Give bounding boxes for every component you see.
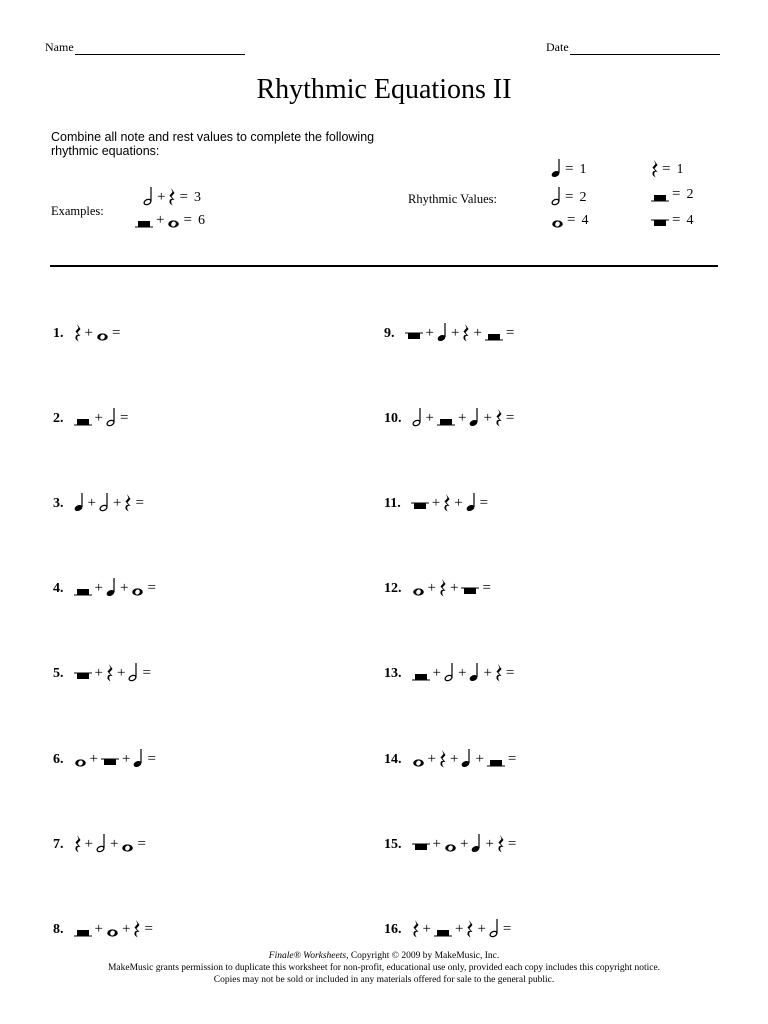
value-quarter-note (551, 158, 586, 178)
plus-sign: + (94, 410, 103, 426)
problem-3 (53, 490, 147, 512)
quarter-rest-icon (133, 918, 141, 938)
half-rest-icon (434, 926, 452, 938)
plus-sign: + (475, 751, 484, 767)
quarter-rest-icon (106, 662, 114, 682)
quarter-note-icon (133, 748, 144, 768)
problem-8 (53, 916, 156, 938)
section-divider (50, 265, 718, 267)
plus-sign: + (431, 495, 441, 511)
half-rest-icon (74, 585, 92, 597)
equals-sign: = (505, 410, 515, 426)
whole-note-icon (551, 217, 564, 229)
equals-sign: = (505, 325, 515, 341)
equals-sign: = (662, 161, 671, 177)
rhythmic-values-label: Rhythmic Values: (408, 192, 498, 206)
problem-7 (53, 831, 149, 853)
quarter-rest-icon (495, 662, 503, 682)
whole-note-icon (106, 926, 119, 938)
quarter-rest-icon (412, 918, 420, 938)
equals-sign: = (137, 836, 146, 852)
quarter-rest-icon (462, 322, 470, 342)
equals-sign: = (135, 495, 144, 511)
plus-sign: + (457, 665, 467, 681)
example-equation-1 (143, 186, 201, 206)
name-label: Name (45, 40, 74, 54)
equals-sign: = (144, 921, 153, 937)
half-note-icon (128, 662, 139, 682)
plus-sign: + (94, 665, 103, 681)
rhythmic-value: 1 (579, 162, 587, 177)
half-rest-icon (487, 756, 505, 768)
plus-sign: + (449, 580, 459, 596)
equals-sign: = (565, 189, 574, 205)
plus-sign: + (425, 410, 434, 426)
plus-sign: + (432, 665, 441, 681)
plus-sign: + (432, 836, 441, 852)
whole-note-icon (444, 841, 457, 853)
plus-sign: + (87, 495, 96, 511)
half-note-icon (96, 833, 107, 853)
equals-sign: = (179, 189, 188, 205)
quarter-rest-icon (497, 833, 505, 853)
date-field[interactable] (546, 40, 720, 55)
problem-16 (384, 916, 514, 938)
half-note-icon (106, 407, 117, 427)
plus-sign: + (112, 495, 122, 511)
problem-number: 3. (53, 496, 64, 511)
equals-sign: = (672, 186, 681, 202)
quarter-rest-icon (74, 833, 82, 853)
half-rest-icon (135, 217, 153, 229)
whole-rest-icon (461, 585, 479, 597)
problem-12 (384, 575, 494, 597)
equals-sign: = (119, 410, 129, 426)
equals-sign: = (505, 665, 515, 681)
quarter-rest-icon (443, 492, 451, 512)
rhythmic-value: 4 (686, 213, 694, 228)
problem-number: 6. (53, 752, 64, 767)
date-blank-line[interactable] (570, 42, 720, 55)
quarter-note-icon (471, 833, 482, 853)
equals-sign: = (147, 751, 156, 767)
name-field[interactable] (45, 40, 245, 55)
sale-restriction-line: Copies may not be sold or included in any materials offered for sale to the general public. (213, 975, 555, 985)
equals-sign: = (567, 212, 576, 228)
instructions-text: Combine all note and rest values to complete the following rhythmic equations: (51, 130, 375, 158)
plus-sign: + (459, 836, 469, 852)
problem-11 (384, 490, 491, 512)
whole-rest-icon (651, 217, 669, 229)
problem-number: 13. (384, 666, 402, 681)
plus-sign: + (156, 212, 165, 228)
whole-rest-icon (405, 330, 423, 342)
quarter-rest-icon (495, 407, 503, 427)
problem-1 (53, 320, 123, 342)
plus-sign: + (449, 751, 459, 767)
equals-sign: = (147, 580, 156, 596)
rhythmic-value: 4 (581, 213, 589, 228)
quarter-rest-icon (439, 748, 447, 768)
equals-sign: = (482, 580, 491, 596)
plus-sign: + (485, 836, 494, 852)
whole-rest-icon (412, 841, 430, 853)
equals-sign: = (183, 212, 192, 228)
plus-sign: + (427, 580, 436, 596)
value-quarter-rest (651, 158, 683, 178)
problem-number: 10. (384, 411, 402, 426)
plus-sign: + (473, 325, 482, 341)
half-note-icon (99, 492, 110, 512)
problem-6 (53, 746, 159, 768)
quarter-rest-icon (466, 918, 474, 938)
problem-number: 7. (53, 837, 64, 852)
quarter-note-icon (461, 748, 472, 768)
quarter-rest-icon (124, 492, 132, 512)
quarter-note-icon (551, 158, 562, 178)
problem-number: 5. (53, 666, 64, 681)
problem-number: 4. (53, 581, 64, 596)
problem-number: 12. (384, 581, 402, 596)
half-note-icon (143, 186, 154, 206)
quarter-note-icon (437, 322, 448, 342)
problem-15 (384, 831, 519, 853)
whole-rest-icon (411, 500, 429, 512)
example-result: 6 (197, 213, 205, 228)
permission-line: MakeMusic grants permission to duplicate this worksheet for non-profit, educational use only, provided each copy includes this copyright notice. (107, 963, 661, 973)
problem-number: 9. (384, 326, 395, 341)
plus-sign: + (477, 921, 486, 937)
problem-number: 8. (53, 922, 64, 937)
copyright-line-1 (0, 950, 768, 962)
name-blank-line[interactable] (75, 42, 245, 55)
value-half-rest (651, 186, 693, 203)
problem-number: 15. (384, 837, 402, 852)
equals-sign: = (479, 495, 489, 511)
quarter-note-icon (466, 492, 477, 512)
whole-note-icon (412, 756, 425, 768)
whole-note-icon (96, 330, 109, 342)
whole-note-icon (121, 841, 134, 853)
copyright-text: , Copyright © 2009 by MakeMusic, Inc. (346, 951, 500, 961)
plus-sign: + (121, 921, 131, 937)
plus-sign: + (109, 836, 119, 852)
plus-sign: + (119, 580, 129, 596)
equals-sign: = (507, 751, 517, 767)
whole-note-icon (74, 756, 87, 768)
plus-sign: + (427, 751, 436, 767)
rhythmic-value: 2 (579, 190, 587, 205)
equals-sign: = (111, 325, 121, 341)
half-rest-icon (412, 670, 430, 682)
example-result: 3 (193, 190, 201, 205)
equals-sign: = (502, 921, 512, 937)
plus-sign: + (454, 921, 464, 937)
page-title: Rhythmic Equations II (256, 74, 512, 105)
plus-sign: + (483, 410, 492, 426)
whole-note-icon (412, 585, 425, 597)
copyright-footer (0, 950, 768, 986)
problem-2 (53, 405, 131, 427)
finale-worksheets-text: Finale® Worksheets (268, 951, 347, 961)
half-rest-icon (651, 191, 669, 203)
problem-13 (384, 660, 517, 682)
plus-sign: + (84, 325, 93, 341)
problem-number: 1. (53, 326, 64, 341)
example-equation-2 (135, 212, 205, 229)
problem-number: 16. (384, 922, 402, 937)
problem-10 (384, 405, 517, 427)
plus-sign: + (94, 921, 103, 937)
plus-sign: + (450, 325, 460, 341)
value-whole-note (551, 212, 588, 229)
equals-sign: = (565, 161, 574, 177)
plus-sign: + (425, 325, 434, 341)
rhythmic-value: 2 (686, 187, 694, 202)
value-whole-rest (651, 212, 693, 229)
problem-number: 2. (53, 411, 64, 426)
problem-5 (53, 660, 154, 682)
quarter-note-icon (74, 492, 85, 512)
equals-sign: = (507, 836, 517, 852)
half-note-icon (489, 918, 500, 938)
plus-sign: + (94, 580, 103, 596)
value-half-note (551, 186, 586, 206)
quarter-note-icon (469, 662, 480, 682)
quarter-note-icon (469, 407, 480, 427)
plus-sign: + (457, 410, 467, 426)
plus-sign: + (89, 751, 98, 767)
plus-sign: + (422, 921, 431, 937)
plus-sign: + (116, 665, 126, 681)
quarter-rest-icon (651, 158, 659, 178)
half-note-icon (412, 407, 423, 427)
half-rest-icon (74, 415, 92, 427)
equals-sign: = (142, 665, 151, 681)
whole-note-icon (131, 585, 144, 597)
half-rest-icon (74, 926, 92, 938)
problem-number: 11. (384, 496, 401, 511)
rhythmic-value: 1 (676, 162, 684, 177)
problem-4 (53, 575, 159, 597)
equals-sign: = (672, 212, 681, 228)
plus-sign: + (454, 495, 463, 511)
half-rest-icon (437, 415, 455, 427)
problem-number: 14. (384, 752, 402, 767)
plus-sign: + (157, 189, 166, 205)
quarter-note-icon (106, 577, 117, 597)
examples-label: Examples: (51, 204, 104, 218)
whole-rest-icon (74, 670, 92, 682)
half-note-icon (551, 186, 562, 206)
plus-sign: + (84, 836, 93, 852)
quarter-rest-icon (74, 322, 82, 342)
plus-sign: + (121, 751, 131, 767)
quarter-rest-icon (168, 186, 176, 206)
whole-rest-icon (101, 756, 119, 768)
whole-note-icon (167, 217, 180, 229)
half-note-icon (444, 662, 455, 682)
problem-14 (384, 746, 519, 768)
half-rest-icon (485, 330, 503, 342)
quarter-rest-icon (439, 577, 447, 597)
problem-9 (384, 320, 517, 342)
date-label: Date (546, 40, 569, 54)
plus-sign: + (483, 665, 492, 681)
